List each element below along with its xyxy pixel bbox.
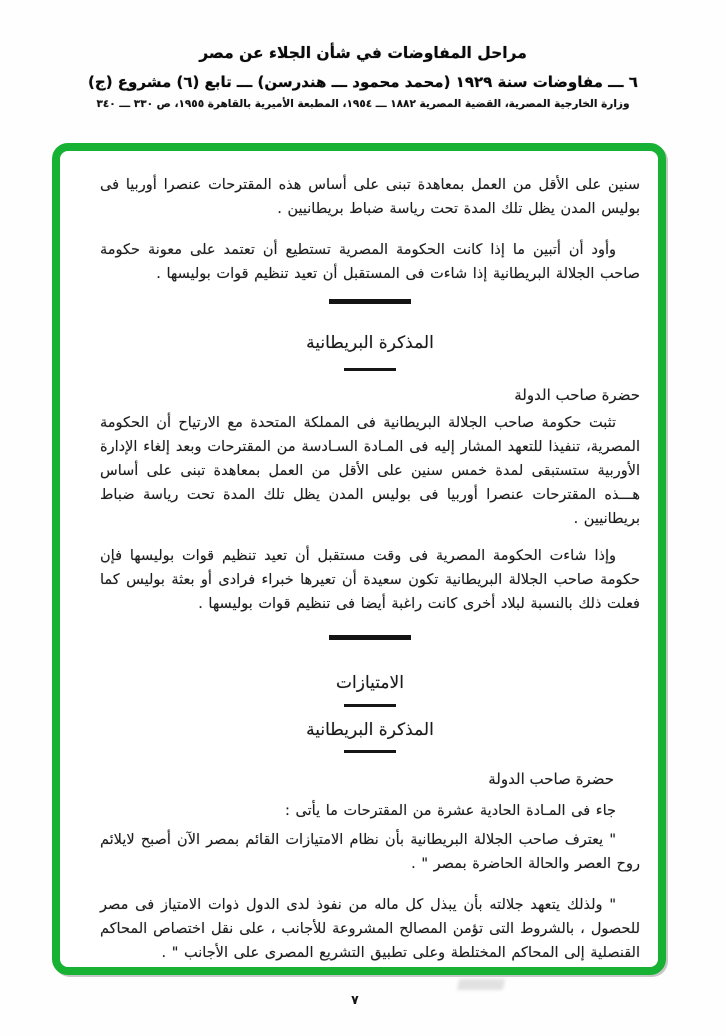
document-title: مراحل المفاوضات في شأن الجلاء عن مصر <box>199 44 527 62</box>
heading-capitulations: الامتيازات <box>336 673 404 693</box>
paragraph-continuation: سنين على الأقل من العمل بمعاهدة تبنى على أساس هذه المقترحات عنصرا أوربيا فى بوليس المدن يظل تلك المدة تحت رياسة ضباط بريطانيين . <box>100 177 640 217</box>
page-header <box>0 44 726 110</box>
salutation-2: حضرة صاحب الدولة <box>488 770 614 788</box>
heading-underline <box>344 704 396 707</box>
heading-british-memorandum-2: المذكرة البريطانية <box>306 720 434 740</box>
section-divider <box>329 635 411 640</box>
document-subtitle: ٦ ـــ مفاوضات سنة ١٩٢٩ (محمد محمود ـــ هندرسن) ـــ تابع (٦) مشروع (ج) <box>88 73 638 91</box>
paragraph-confirmation: تثبت حكومة صاحب الجلالة البريطانية فى المملكة المتحدة مع الارتياح أن الحكومة المصرية، تنفيذا للتعهد المشار إليه فى المـادة السـادسة من المقترحات وبعد إلغاء الإدارة الأوربية ستستبقى لمدة خمس سنين على الأقل من العمل بمعاهدة تبنى على أساس هـــذه المقترحات عنصرا أوربيا فى بوليس المدن يظل تلك المدة تحت رياسة ضباط بريطانيين . <box>100 415 640 527</box>
paragraph-article-eleven-intro: جاء فى المـادة الحادية عشرة من المقترحات ما يأتى : <box>285 803 616 819</box>
heading-underline <box>344 368 396 371</box>
section-divider <box>329 299 411 304</box>
document-source-citation: وزارة الخارجية المصرية، القضية المصرية ١٨٨٢ ـــ ١٩٥٤، المطبعة الأميرية بالقاهرة ١٩٥٥، ص ٣٣٠ ـــ ٣٤٠ <box>96 98 630 110</box>
heading-british-memorandum-1: المذكرة البريطانية <box>306 333 434 353</box>
paragraph-quote-capitulations-outdated: " يعترف صاحب الجلالة البريطانية بأن نظام الامتيازات القائم بمصر الآن أصبح لايلائم روح العصر والحالة الحاضرة بمصر " . <box>100 832 640 872</box>
salutation-1: حضرة صاحب الدولة <box>514 386 640 404</box>
scan-smudge-artifact <box>457 979 505 990</box>
paragraph-police-reorganization: وإذا شاءت الحكومة المصرية فى وقت مستقبل أن تعيد تنظيم قوات بوليسها فإن حكومة صاحب الجلالة البريطانية تكون سعيدة أن تعيرها خبراء فرادى أو بعثة بوليس كما فعلت ذلك بالنسبة لبلاد أخرى كانت راغبة أيضا فى تنظيم قوات بوليسها . <box>100 548 640 612</box>
heading-underline <box>344 750 396 753</box>
paragraph-inquiry: وأود أن أتبين ما إذا كانت الحكومة المصرية تستطيع أن تعتمد على معونة حكومة صاحب الجلالة البريطانية إذا شاءت فى المستقبل أن تعيد تنظيم قوات بوليسها . <box>100 242 640 282</box>
page-number: ٧ <box>351 992 359 1007</box>
green-annotation-frame <box>52 143 666 975</box>
paragraph-quote-jurisdiction-pledge: " ولذلك يتعهد جلالته بأن يبذل كل ماله من نفوذ لدى الدول ذوات الامتياز فى مصر للحصول ، بالشروط التى تؤمن المصالح المشروعة للأجانب ، على نقل اختصاص المحاكم القنصلية إلى المحاكم المختلطة وعلى تطبيق التشريع المصرى على الأجانب " . <box>100 897 640 961</box>
